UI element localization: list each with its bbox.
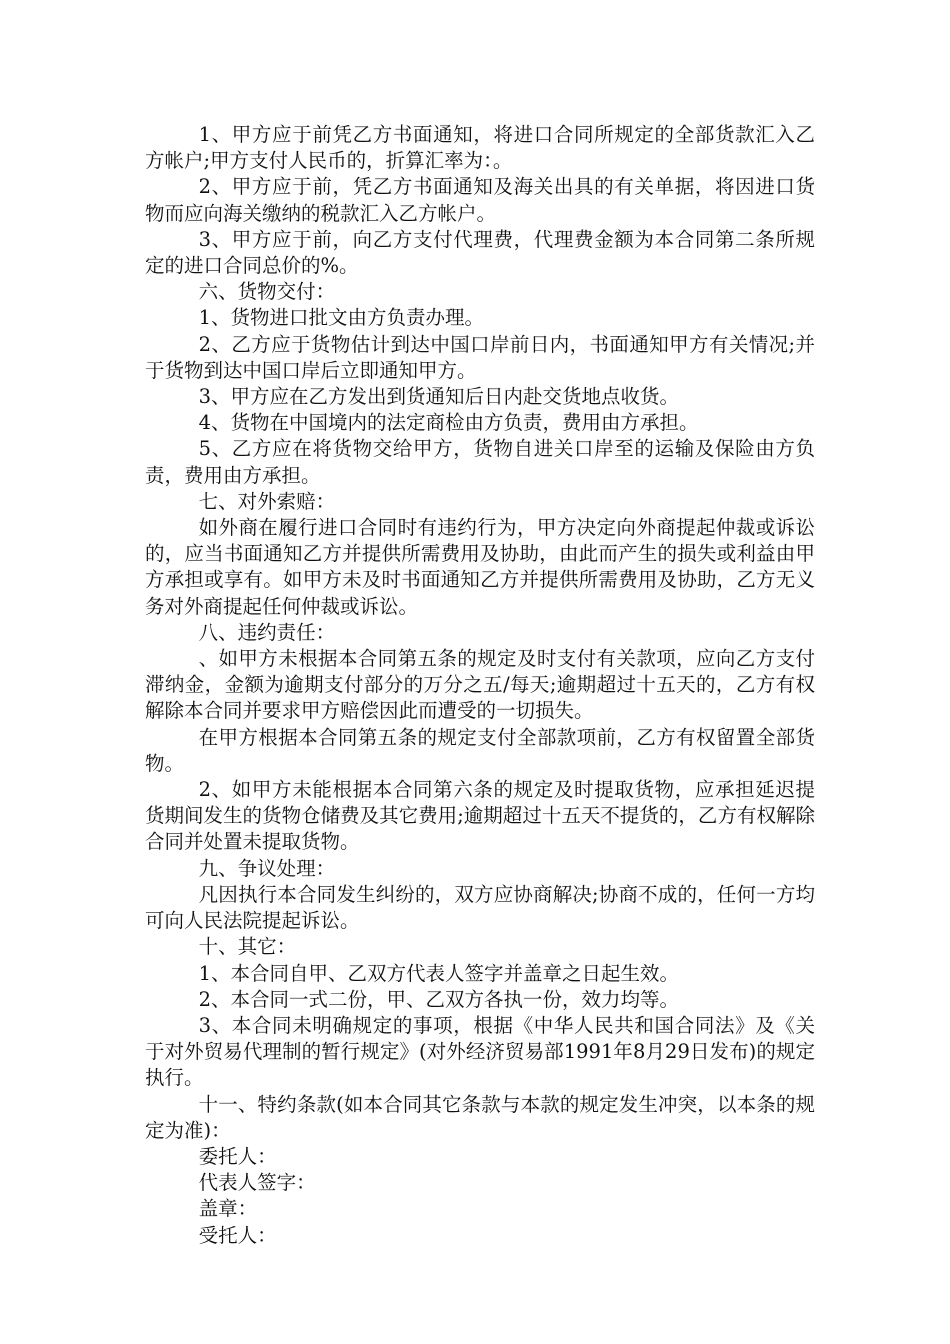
representative-signature-label: 代表人签字： [198, 1171, 316, 1195]
section-heading-special-terms: 十一、特约条款(如本合同其它条款与本款的规定发生冲突，以本条的规定为准)： [145, 1092, 815, 1142]
clause-transport: 5、乙方应在将货物交给甲方，货物自进关口岸至的运输及保险由方负责，费用由方承担。 [145, 437, 815, 487]
section-heading-breach: 八、违约责任： [198, 620, 336, 644]
section-heading-disputes: 九、争议处理： [198, 856, 336, 880]
clause-disputes: 凡因执行本合同发生纠纷的，双方应协商解决;协商不成的，任何一方均可向人民法院提起诉讼。 [145, 882, 815, 933]
clause-receipt: 3、甲方应在乙方发出到货通知后日内赴交货地点收货。 [198, 385, 680, 409]
section-heading-misc: 十、其它： [198, 935, 297, 959]
agent-label: 受托人： [198, 1223, 277, 1247]
section-heading-claims: 七、对外索赔： [198, 489, 336, 513]
clause-inspection: 4、货物在中国境内的法定商检由方负责，费用由方承担。 [198, 411, 699, 435]
clause-applicable-law: 3、本合同未明确规定的事项，根据《中华人民共和国合同法》及《关于对外贸易代理制的暂行规定》(对外经济贸易部1991年8月29日发布)的规定执行。 [145, 1013, 815, 1090]
principal-label: 委托人： [198, 1144, 277, 1168]
clause-lien: 在甲方根据本合同第五条的规定支付全部款项前，乙方有权留置全部货物。 [145, 725, 815, 775]
clause-late-pickup: 2、如甲方未能根据本合同第六条的规定及时提取货物，应承担延迟提货期间发生的货物仓储费及其它费用;逾期超过十五天不提货的，乙方有权解除合同并处置未提取货物。 [145, 778, 815, 854]
clause-effective: 1、本合同自甲、乙双方代表人签字并盖章之日起生效。 [198, 961, 680, 985]
seal-label: 盖章： [198, 1197, 258, 1221]
section-heading-delivery: 六、货物交付： [198, 280, 336, 304]
clause-payment-tax: 2、甲方应于前，凭乙方书面通知及海关出具的有关单据，将因进口货物而应向海关缴纳的税款汇入乙方帐户。 [145, 175, 815, 225]
clause-claims: 如外商在履行进口合同时有违约行为，甲方决定向外商提起仲裁或诉讼的，应当书面通知乙方并提供所需费用及协助，由此而产生的损失或利益由甲方承担或享有。如甲方未及时书面通知乙方并提供所需费用及协助，乙方无义务对外商提起任何仲裁或诉讼。 [145, 516, 815, 618]
clause-copies: 2、本合同一式二份，甲、乙双方各执一份，效力均等。 [198, 987, 680, 1011]
clause-agency-fee: 3、甲方应于前，向乙方支付代理费，代理费金额为本合同第二条所规定的进口合同总价的%。 [145, 227, 815, 278]
clause-late-payment: 、如甲方未根据本合同第五条的规定及时支付有关款项，应向乙方支付滞纳金，金额为逾期支付部分的万分之五/每天;逾期超过十五天的，乙方有权解除本合同并要求甲方赔偿因此而遭受的一切损失。 [145, 647, 815, 723]
clause-import-approval: 1、货物进口批文由方负责办理。 [198, 306, 485, 330]
clause-arrival-notice: 2、乙方应于货物估计到达中国口岸前日内，书面通知甲方有关情况;并于货物到达中国口岸后立即通知甲方。 [145, 332, 815, 382]
clause-payment-goods: 1、甲方应于前凭乙方书面通知，将进口合同所规定的全部货款汇入乙方帐户;甲方支付人民币的，折算汇率为：。 [145, 123, 815, 173]
contract-body [145, 122, 815, 1249]
